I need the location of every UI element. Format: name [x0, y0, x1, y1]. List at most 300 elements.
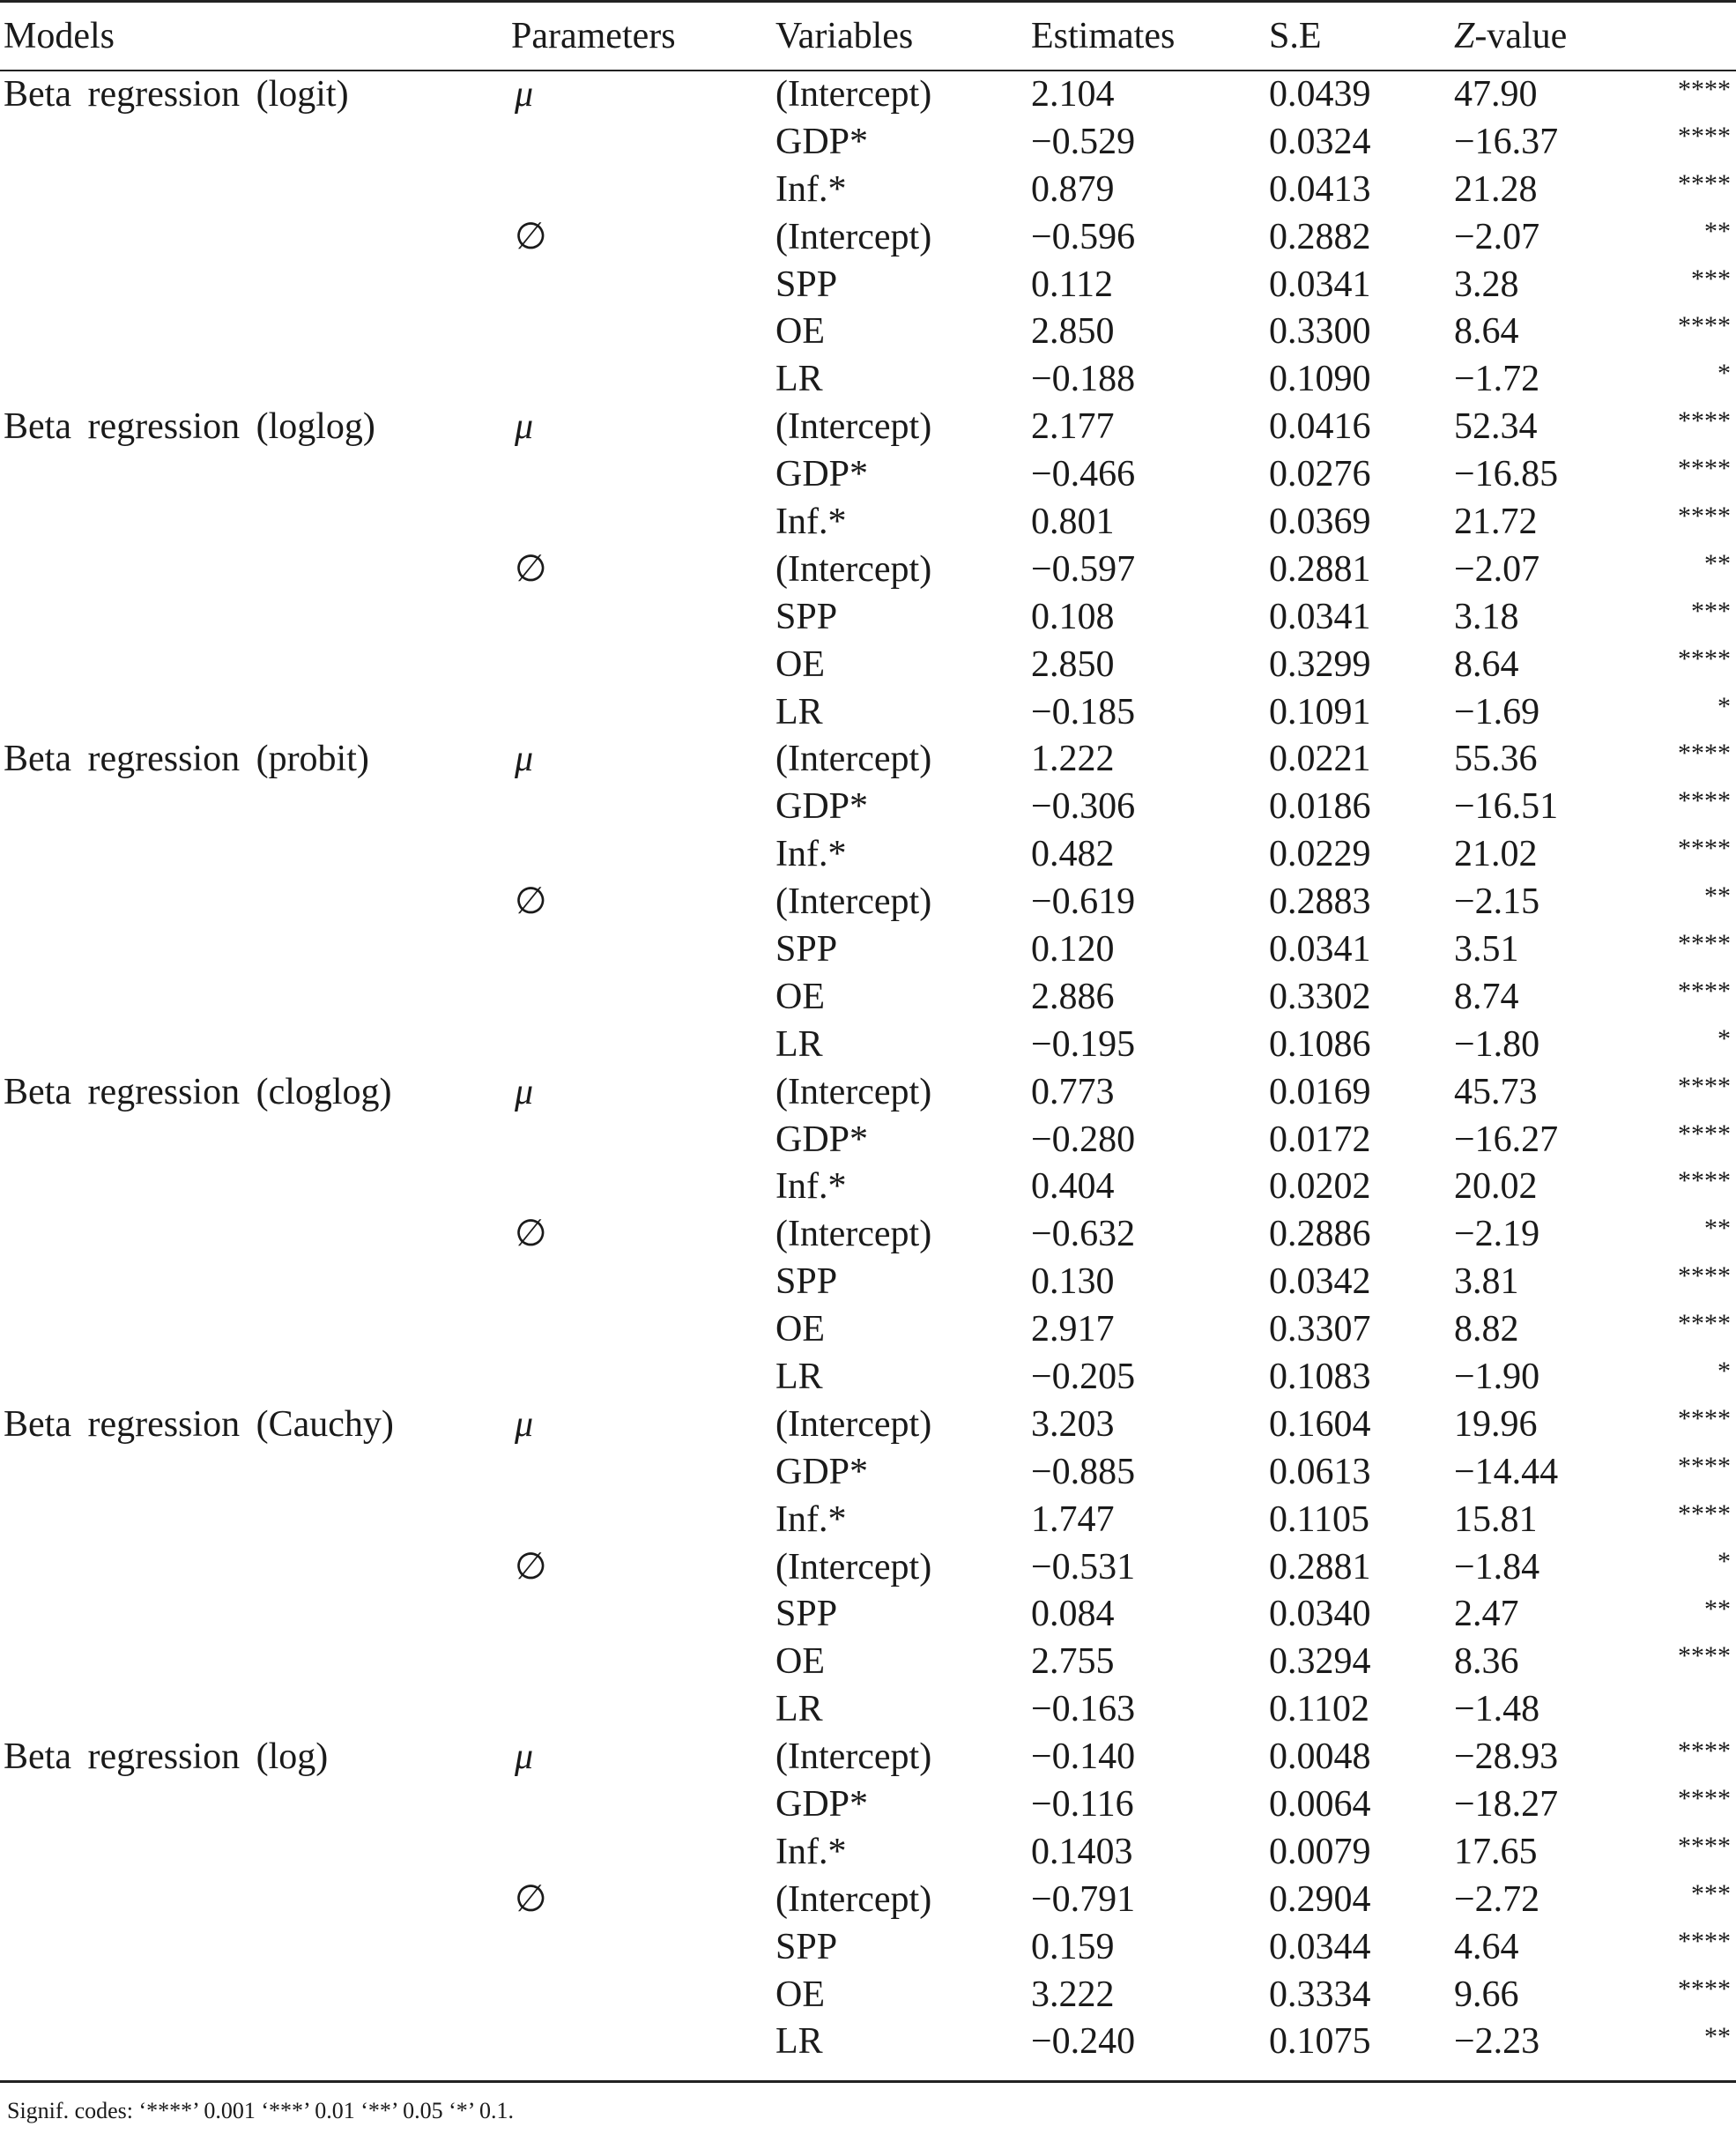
significance-cell: ****	[1678, 1119, 1731, 1149]
significance-cell: *	[1717, 1546, 1731, 1576]
table-row	[0, 1116, 1736, 1164]
standard-error-cell: 0.3302	[1269, 976, 1371, 1017]
z-value-cell: −1.80	[1454, 1023, 1540, 1065]
significance-cell: ****	[1678, 1641, 1731, 1671]
z-value-cell: −2.07	[1454, 548, 1540, 590]
standard-error-cell: 0.0064	[1269, 1784, 1371, 1825]
z-value-cell: 45.73	[1454, 1071, 1538, 1112]
standard-error-cell: 0.0324	[1269, 121, 1371, 162]
variable-cell: OE	[775, 1309, 825, 1350]
estimate-cell: 0.084	[1031, 1594, 1115, 1635]
significance-cell: ****	[1678, 1166, 1731, 1196]
significance-cell: ****	[1678, 75, 1731, 104]
header-variables: Variables	[775, 0, 1031, 71]
standard-error-cell: 0.0344	[1269, 1926, 1371, 1967]
significance-cell: ****	[1678, 929, 1731, 959]
model-cell: Beta regression (cloglog)	[4, 1071, 392, 1112]
z-value-cell: 55.36	[1454, 739, 1538, 780]
z-value-cell: −1.84	[1454, 1546, 1540, 1587]
z-value-cell: −16.37	[1454, 121, 1559, 162]
significance-cell: ****	[1678, 1261, 1731, 1291]
table-row	[0, 1733, 1736, 1781]
significance-cell: ***	[1691, 1878, 1731, 1908]
table-row	[0, 1305, 1736, 1353]
significance-cell: *	[1717, 359, 1731, 389]
parameter-cell	[511, 1496, 775, 1543]
significance-cell: *	[1717, 1023, 1731, 1053]
parameter-cell: ∅	[515, 548, 547, 590]
parameter-cell	[511, 1638, 775, 1685]
variable-cell: LR	[775, 1023, 823, 1065]
significance-cell: ****	[1678, 1403, 1731, 1433]
table-row	[0, 593, 1736, 641]
significance-cell: ****	[1678, 739, 1731, 769]
table-row	[0, 1591, 1736, 1639]
standard-error-cell: 0.0172	[1269, 1119, 1371, 1160]
standard-error-cell: 0.2881	[1269, 1546, 1371, 1587]
parameter-cell	[511, 1828, 775, 1876]
model-cell	[0, 878, 511, 926]
model-cell	[0, 1828, 511, 1876]
significance-cell: ****	[1678, 1498, 1731, 1528]
estimate-cell: −0.195	[1031, 1023, 1136, 1065]
model-cell	[0, 593, 511, 641]
significance-cell: ****	[1678, 1451, 1731, 1481]
parameter-cell	[511, 166, 775, 213]
variable-cell: GDP*	[775, 1784, 869, 1825]
table-row	[0, 1068, 1736, 1116]
standard-error-cell: 0.0439	[1269, 74, 1371, 115]
header-row	[0, 0, 1736, 71]
parameter-cell: μ	[515, 739, 534, 780]
standard-error-cell: 0.0369	[1269, 501, 1371, 542]
z-value-cell: 21.72	[1454, 501, 1538, 542]
table-row	[0, 450, 1736, 498]
parameter-cell	[511, 1163, 775, 1210]
variable-cell: OE	[775, 976, 825, 1017]
bottom-rule	[0, 2080, 1736, 2083]
header-z-suffix: -value	[1474, 15, 1568, 56]
model-cell	[0, 1305, 511, 1353]
model-cell: Beta regression (log)	[4, 1736, 329, 1778]
parameter-cell	[511, 450, 775, 498]
standard-error-cell: 0.3294	[1269, 1641, 1371, 1683]
parameter-cell: ∅	[515, 1214, 547, 1255]
z-value-cell: 3.18	[1454, 596, 1519, 637]
variable-cell: GDP*	[775, 786, 869, 828]
parameter-cell: ∅	[515, 1878, 547, 1920]
parameter-cell	[511, 308, 775, 355]
z-value-cell: −16.51	[1454, 786, 1559, 828]
z-value-cell: −14.44	[1454, 1451, 1559, 1492]
significance-cell: ****	[1678, 1831, 1731, 1861]
estimate-cell: −0.466	[1031, 454, 1136, 495]
significance-cell	[1657, 1685, 1736, 1733]
variable-cell: LR	[775, 1689, 823, 1730]
model-cell	[0, 1971, 511, 2019]
variable-cell: (Intercept)	[775, 1214, 932, 1255]
z-value-cell: 47.90	[1454, 74, 1538, 115]
table-row	[0, 2019, 1736, 2066]
standard-error-cell: 0.0186	[1269, 786, 1371, 828]
model-cell	[0, 1923, 511, 1971]
table-row	[0, 1353, 1736, 1401]
variable-cell: LR	[775, 691, 823, 732]
table-row	[0, 1876, 1736, 1923]
table-row	[0, 308, 1736, 355]
z-value-cell: −1.72	[1454, 359, 1540, 400]
table-row	[0, 546, 1736, 593]
variable-cell: (Intercept)	[775, 74, 932, 115]
table-row	[0, 1163, 1736, 1210]
z-value-cell: 3.51	[1454, 928, 1519, 970]
model-cell	[0, 1448, 511, 1496]
model-cell	[0, 1781, 511, 1828]
model-cell	[0, 166, 511, 213]
table-row	[0, 71, 1736, 118]
parameter-cell	[511, 926, 775, 973]
parameter-cell	[511, 688, 775, 736]
z-value-cell: 8.36	[1454, 1641, 1519, 1683]
header-significance	[1657, 0, 1736, 71]
estimate-cell: −0.205	[1031, 1356, 1136, 1397]
estimate-cell: 1.747	[1031, 1498, 1115, 1540]
z-value-cell: −18.27	[1454, 1784, 1559, 1825]
table-header	[0, 0, 1736, 71]
variable-cell: SPP	[775, 264, 838, 305]
parameter-cell	[511, 1021, 775, 1068]
z-value-cell: 8.74	[1454, 976, 1519, 1017]
table-row	[0, 1210, 1736, 1258]
estimate-cell: 0.108	[1031, 596, 1115, 637]
variable-cell: LR	[775, 359, 823, 400]
table-row	[0, 355, 1736, 403]
parameter-cell	[511, 118, 775, 166]
significance-cell: ****	[1678, 1071, 1731, 1101]
standard-error-cell: 0.3299	[1269, 643, 1371, 685]
model-cell	[0, 1163, 511, 1210]
variable-cell: SPP	[775, 1926, 838, 1967]
significance-cell: ****	[1678, 1309, 1731, 1339]
parameter-cell	[511, 261, 775, 309]
model-cell	[0, 118, 511, 166]
estimate-cell: −0.140	[1031, 1736, 1136, 1778]
estimate-cell: −0.306	[1031, 786, 1136, 828]
model-cell	[0, 1116, 511, 1164]
significance-cell: ***	[1691, 596, 1731, 626]
significance-cell: ****	[1678, 1784, 1731, 1814]
estimate-cell: 0.879	[1031, 168, 1115, 210]
standard-error-cell: 0.2881	[1269, 548, 1371, 590]
model-cell: Beta regression (probit)	[4, 739, 369, 780]
z-value-cell: −2.15	[1454, 881, 1540, 923]
standard-error-cell: 0.1083	[1269, 1356, 1371, 1397]
header-models: Models	[0, 0, 511, 71]
table-row	[0, 1543, 1736, 1591]
variable-cell: Inf.*	[775, 1166, 847, 1208]
estimate-cell: 2.850	[1031, 643, 1115, 685]
table-row	[0, 118, 1736, 166]
variable-cell: (Intercept)	[775, 739, 932, 780]
header-estimates: Estimates	[1031, 0, 1269, 71]
z-value-cell: 15.81	[1454, 1498, 1538, 1540]
model-cell	[0, 641, 511, 688]
estimate-cell: −0.531	[1031, 1546, 1136, 1587]
parameter-cell	[511, 498, 775, 546]
estimate-cell: 3.203	[1031, 1403, 1115, 1445]
model-cell	[0, 973, 511, 1021]
estimate-cell: 0.112	[1031, 264, 1113, 305]
standard-error-cell: 0.0341	[1269, 928, 1371, 970]
estimate-cell: 2.917	[1031, 1309, 1115, 1350]
significance-cell: **	[1704, 1214, 1731, 1244]
standard-error-cell: 0.0079	[1269, 1831, 1371, 1872]
variable-cell: GDP*	[775, 121, 869, 162]
significance-cell: **	[1704, 881, 1731, 911]
z-value-cell: −2.19	[1454, 1214, 1540, 1255]
standard-error-cell: 0.0342	[1269, 1261, 1371, 1303]
estimate-cell: 3.222	[1031, 1974, 1115, 2015]
model-cell	[0, 688, 511, 736]
standard-error-cell: 0.1105	[1269, 1498, 1369, 1540]
table-row	[0, 1781, 1736, 1828]
estimate-cell: −0.185	[1031, 691, 1136, 732]
parameter-cell	[511, 355, 775, 403]
parameter-cell	[511, 1353, 775, 1401]
model-cell	[0, 1258, 511, 1305]
header-se: S.E	[1269, 0, 1454, 71]
z-value-cell: 19.96	[1454, 1403, 1538, 1445]
estimate-cell: 0.130	[1031, 1261, 1115, 1303]
standard-error-cell: 0.2886	[1269, 1214, 1371, 1255]
z-value-cell: 17.65	[1454, 1831, 1538, 1872]
table-row	[0, 830, 1736, 878]
variable-cell: (Intercept)	[775, 1403, 932, 1445]
z-value-cell: −16.27	[1454, 1119, 1559, 1160]
model-cell	[0, 498, 511, 546]
table-row	[0, 688, 1736, 736]
z-value-cell: 4.64	[1454, 1926, 1519, 1967]
estimate-cell: 2.850	[1031, 311, 1115, 353]
estimate-cell: 2.886	[1031, 976, 1115, 1017]
estimate-cell: −0.163	[1031, 1689, 1136, 1730]
parameter-cell	[511, 830, 775, 878]
significance-cell: *	[1717, 691, 1731, 721]
parameter-cell	[511, 1781, 775, 1828]
standard-error-cell: 0.2883	[1269, 881, 1371, 923]
significance-footnote: Signif. codes: ‘****’ 0.001 ‘***’ 0.01 ‘**’ 0.05 ‘*’ 0.1.	[7, 2098, 515, 2123]
significance-cell: ****	[1678, 976, 1731, 1006]
standard-error-cell: 0.2904	[1269, 1878, 1371, 1920]
model-cell	[0, 1876, 511, 1923]
table-row	[0, 783, 1736, 830]
significance-cell: ****	[1678, 1926, 1731, 1956]
model-cell	[0, 1591, 511, 1639]
variable-cell: (Intercept)	[775, 1736, 932, 1778]
variable-cell: SPP	[775, 596, 838, 637]
estimate-cell: −0.240	[1031, 2021, 1136, 2063]
estimate-cell: 2.755	[1031, 1641, 1115, 1683]
z-value-cell: −16.85	[1454, 454, 1559, 495]
z-value-cell: 21.02	[1454, 834, 1538, 875]
table-row	[0, 1828, 1736, 1876]
variable-cell: (Intercept)	[775, 406, 932, 448]
significance-cell: **	[1704, 548, 1731, 578]
z-value-cell: −1.69	[1454, 691, 1540, 732]
standard-error-cell: 0.3307	[1269, 1309, 1371, 1350]
significance-cell: **	[1704, 2021, 1731, 2051]
table-row	[0, 166, 1736, 213]
significance-cell: ****	[1678, 168, 1731, 198]
estimate-cell: −0.596	[1031, 216, 1136, 257]
header-parameters: Parameters	[511, 0, 775, 71]
estimate-cell: 0.773	[1031, 1071, 1115, 1112]
estimate-cell: 2.177	[1031, 406, 1115, 448]
significance-cell: ****	[1678, 121, 1731, 151]
parameter-cell: μ	[515, 74, 534, 115]
parameter-cell: μ	[515, 406, 534, 448]
parameter-cell	[511, 1971, 775, 2019]
model-cell	[0, 1685, 511, 1733]
parameter-cell	[511, 1591, 775, 1639]
table-row	[0, 641, 1736, 688]
variable-cell: SPP	[775, 1594, 838, 1635]
parameter-cell	[511, 2019, 775, 2066]
variable-cell: (Intercept)	[775, 216, 932, 257]
significance-cell: **	[1704, 216, 1731, 246]
table-row	[0, 1496, 1736, 1543]
table-row	[0, 1448, 1736, 1496]
table-row	[0, 735, 1736, 783]
parameter-cell	[511, 973, 775, 1021]
table-body	[0, 71, 1736, 2065]
z-value-cell: −2.07	[1454, 216, 1540, 257]
significance-cell: ***	[1691, 264, 1731, 294]
estimate-cell: −0.791	[1031, 1878, 1136, 1920]
parameter-cell	[511, 1923, 775, 1971]
parameter-cell: μ	[515, 1403, 534, 1445]
standard-error-cell: 0.1604	[1269, 1403, 1371, 1445]
z-value-cell: 52.34	[1454, 406, 1538, 448]
model-cell	[0, 1210, 511, 1258]
model-cell	[0, 450, 511, 498]
parameter-cell: ∅	[515, 881, 547, 923]
estimate-cell: −0.597	[1031, 548, 1136, 590]
significance-cell: ****	[1678, 786, 1731, 816]
variable-cell: SPP	[775, 928, 838, 970]
model-cell	[0, 1353, 511, 1401]
estimate-cell: 2.104	[1031, 74, 1115, 115]
z-value-cell: −2.23	[1454, 2021, 1540, 2063]
estimate-cell: 0.120	[1031, 928, 1115, 970]
model-cell	[0, 830, 511, 878]
parameter-cell	[511, 593, 775, 641]
standard-error-cell: 0.3300	[1269, 311, 1371, 353]
variable-cell: OE	[775, 1974, 825, 2015]
variable-cell: OE	[775, 311, 825, 353]
parameter-cell	[511, 783, 775, 830]
estimate-cell: −0.885	[1031, 1451, 1136, 1492]
model-cell	[0, 308, 511, 355]
estimate-cell: −0.280	[1031, 1119, 1136, 1160]
standard-error-cell: 0.0229	[1269, 834, 1371, 875]
model-cell	[0, 1021, 511, 1068]
variable-cell: Inf.*	[775, 168, 847, 210]
table-row	[0, 1401, 1736, 1448]
model-cell: Beta regression (logit)	[4, 74, 349, 115]
significance-cell: ****	[1678, 834, 1731, 864]
estimate-cell: 0.404	[1031, 1166, 1115, 1208]
variable-cell: OE	[775, 643, 825, 685]
variable-cell: GDP*	[775, 1451, 869, 1492]
significance-cell: ****	[1678, 1974, 1731, 2004]
model-cell	[0, 2019, 511, 2066]
model-cell: Beta regression (Cauchy)	[4, 1403, 394, 1445]
estimate-cell: 0.159	[1031, 1926, 1115, 1967]
standard-error-cell: 0.0341	[1269, 264, 1371, 305]
standard-error-cell: 0.1090	[1269, 359, 1371, 400]
header-z-letter: Z	[1454, 15, 1475, 56]
variable-cell: (Intercept)	[775, 548, 932, 590]
standard-error-cell: 0.1102	[1269, 1689, 1369, 1730]
variable-cell: GDP*	[775, 1119, 869, 1160]
estimate-cell: 0.801	[1031, 501, 1115, 542]
model-cell: Beta regression (loglog)	[4, 406, 375, 448]
standard-error-cell: 0.0341	[1269, 596, 1371, 637]
table-row	[0, 1021, 1736, 1068]
model-cell	[0, 261, 511, 309]
model-cell	[0, 213, 511, 261]
model-cell	[0, 926, 511, 973]
standard-error-cell: 0.0202	[1269, 1166, 1371, 1208]
parameter-cell	[511, 1305, 775, 1353]
variable-cell: OE	[775, 1641, 825, 1683]
estimate-cell: 0.1403	[1031, 1831, 1133, 1872]
table-row	[0, 926, 1736, 973]
significance-cell: *	[1717, 1357, 1731, 1387]
variable-cell: Inf.*	[775, 501, 847, 542]
z-value-cell: 8.64	[1454, 311, 1519, 353]
table-row	[0, 1638, 1736, 1685]
estimate-cell: −0.116	[1031, 1784, 1134, 1825]
model-cell	[0, 1496, 511, 1543]
parameter-cell: μ	[515, 1071, 534, 1112]
table-row	[0, 1685, 1736, 1733]
model-cell	[0, 546, 511, 593]
variable-cell: (Intercept)	[775, 1071, 932, 1112]
parameter-cell	[511, 1258, 775, 1305]
variable-cell: (Intercept)	[775, 881, 932, 923]
table-row	[0, 261, 1736, 309]
table-row	[0, 213, 1736, 261]
standard-error-cell: 0.1086	[1269, 1023, 1371, 1065]
standard-error-cell: 0.3334	[1269, 1974, 1371, 2015]
table-row	[0, 878, 1736, 926]
significance-cell: ****	[1678, 311, 1731, 341]
variable-cell: LR	[775, 1356, 823, 1397]
z-value-cell: 21.28	[1454, 168, 1538, 210]
parameter-cell: ∅	[515, 216, 547, 257]
variable-cell: (Intercept)	[775, 1546, 932, 1587]
z-value-cell: −1.48	[1454, 1689, 1540, 1730]
significance-cell: **	[1704, 1594, 1731, 1624]
z-value-cell: −2.72	[1454, 1878, 1540, 1920]
table-row	[0, 1258, 1736, 1305]
estimate-cell: 0.482	[1031, 834, 1115, 875]
estimate-cell: −0.188	[1031, 359, 1136, 400]
estimate-cell: −0.529	[1031, 121, 1136, 162]
standard-error-cell: 0.0613	[1269, 1451, 1371, 1492]
